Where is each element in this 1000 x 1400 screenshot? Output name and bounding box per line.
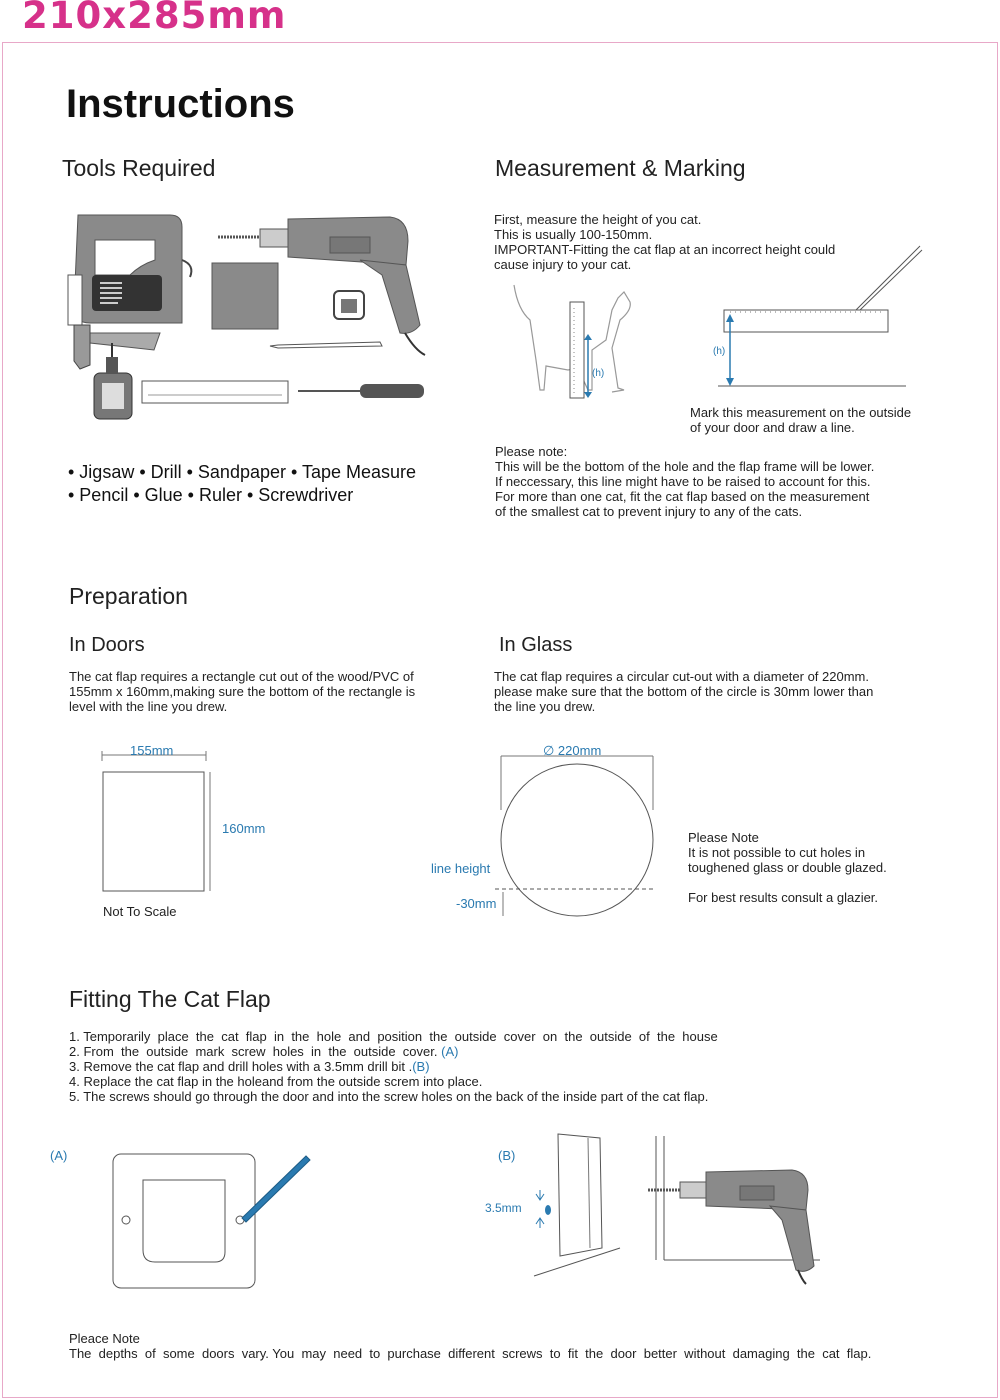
fitting-step-3-ref: (B) — [412, 1059, 430, 1074]
fitting-step-2-ref: (A) — [441, 1044, 459, 1059]
sandpaper-icon — [212, 263, 278, 329]
cat-flap-marking-figure — [110, 1150, 310, 1292]
measurement-mark-note: Mark this measurement on the outside of your door and draw a line. — [690, 405, 912, 435]
ruler-marking-illustration — [700, 240, 930, 395]
jigsaw-icon — [68, 215, 191, 369]
drill-size-label: 3.5mm — [485, 1201, 522, 1215]
screwdriver-icon — [298, 384, 424, 398]
footer-note-title: Pleace Note — [69, 1331, 140, 1346]
fitting-step-1: 1. Temporarily place the cat flap in the hole and position the outside cover on the outside of the house — [69, 1029, 718, 1044]
tools-list-line-1: • Jigsaw • Drill • Sandpaper • Tape Measure — [68, 462, 417, 482]
glass-offset-label: -30mm — [456, 896, 497, 911]
preparation-heading: Preparation — [69, 583, 188, 609]
fitting-step-2-row — [69, 1044, 749, 1059]
fitting-step-3: 3. Remove the cat flap and drill holes with a 3.5mm drill bit . — [69, 1059, 413, 1074]
cat-height-label: (h) — [592, 368, 605, 379]
door-width-label: 155mm — [130, 743, 174, 758]
tools-list-line-2: • Pencil • Glue • Ruler • Screwdriver — [68, 485, 354, 505]
measurement-intro: First, measure the height of you cat. This is usually 100-150mm. IMPORTANT-Fitting the cat flap at an incorrect height could cause injury to your cat. — [494, 212, 836, 272]
in-glass-text: The cat flap requires a circular cut-out with a diameter of 220mm. please make sure that the bottom of the circle is 30mm lower than the line you drew. — [494, 669, 874, 714]
page-title: Instructions — [66, 82, 295, 126]
fitting-step-4: 4. Replace the cat flap in the holeand from the outside screm into place. — [69, 1074, 483, 1089]
fitting-step-3-row — [69, 1059, 749, 1074]
fitting-heading: Fitting The Cat Flap — [69, 986, 271, 1012]
door-drilling-figure — [530, 1130, 820, 1290]
tools-heading: Tools Required — [62, 155, 216, 181]
page-size-label: 210x285mm — [22, 0, 287, 37]
figure-a-label: (A) — [50, 1148, 68, 1163]
in-doors-text: The cat flap requires a rectangle cut out of the wood/PVC of 155mm x 160mm,making sure the bottom of the rectangle is level with the line you drew. — [69, 669, 416, 714]
tools-illustration — [60, 205, 440, 425]
glass-cutout-diagram — [495, 750, 665, 920]
cat-measurement-illustration — [508, 280, 638, 400]
measurement-heading: Measurement & Marking — [495, 155, 746, 181]
ruler-icon — [142, 381, 288, 403]
pencil-icon — [270, 342, 382, 348]
door-cutout-diagram — [96, 755, 216, 900]
door-height-label: 160mm — [222, 821, 266, 836]
fitting-step-5: 5. The screws should go through the door and into the screw holes on the back of the inside part of the cat flap. — [69, 1089, 709, 1104]
footer-note-text: The depths of some doors vary. You may need to purchase different screws to fit the door better without damaging the cat flap. — [69, 1346, 872, 1361]
tape-measure-icon — [334, 291, 364, 319]
fitting-steps — [69, 1029, 749, 1104]
fitting-step-2: 2. From the outside mark screw holes in the outside cover. — [69, 1044, 438, 1059]
door-scale-note: Not To Scale — [103, 904, 177, 919]
ruler-height-label: (h) — [713, 346, 726, 357]
glue-icon — [94, 343, 132, 419]
glass-line-height-label: line height — [431, 861, 491, 876]
in-glass-heading: In Glass — [499, 634, 573, 656]
glass-diameter-label: ∅ 220mm — [543, 743, 602, 758]
measurement-please-note: Please note: This will be the bottom of the hole and the flap frame will be lower. If neccessary, this line might have to be raised to account for this. For more than one cat, fit the cat flap based on the measurement of the smallest cat to prevent injury to any of the cats. — [495, 444, 875, 519]
glass-please-note: Please Note It is not possible to cut holes in toughened glass or double glazed. For best results consult a glazier. — [688, 830, 887, 905]
in-doors-heading: In Doors — [69, 634, 145, 656]
figure-b-label: (B) — [498, 1148, 516, 1163]
